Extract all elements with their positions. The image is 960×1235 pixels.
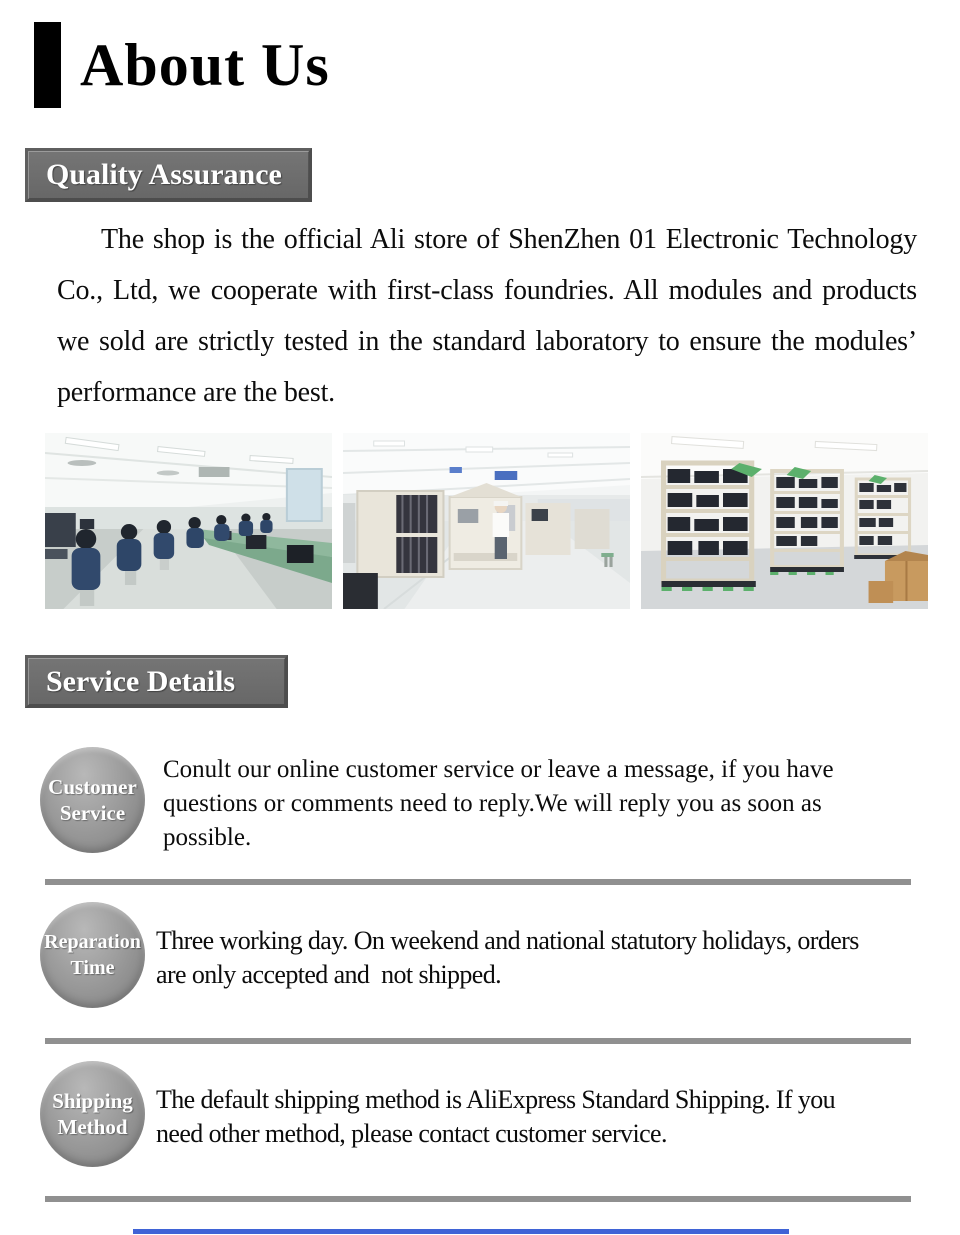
section-divider xyxy=(45,879,911,885)
badge-line: Customer xyxy=(48,775,137,799)
section-divider xyxy=(45,1038,911,1044)
warehouse-illustration xyxy=(641,433,928,609)
service-details-heading xyxy=(25,655,288,708)
reparation-time-badge xyxy=(40,902,145,1008)
bottom-accent-bar xyxy=(133,1229,789,1234)
customer-service-badge xyxy=(40,747,145,853)
title-accent-bar xyxy=(34,22,61,108)
reparation-time-text: Three working day. On weekend and national statutory holidays, orders are only accepted and not shipped. xyxy=(156,926,865,989)
badge-line: Service xyxy=(59,801,126,825)
badge-line: Method xyxy=(57,1115,128,1139)
shipping-method-badge xyxy=(40,1061,145,1167)
assembly-line-photo xyxy=(45,433,332,609)
badge-line: Time xyxy=(70,957,115,979)
factory-photo-strip xyxy=(45,433,928,609)
quality-paragraph: The shop is the official Ali store of ShenZhen 01 Electronic Technology Co., Ltd, we cooperate with first-class foundries. All modules and products we sold are strictly tested in the standard laboratory to ensure the modules’ performance are the best. xyxy=(57,224,917,408)
smt-machine-illustration xyxy=(343,433,630,609)
section-divider xyxy=(45,1196,911,1202)
badge-line: Shipping xyxy=(52,1089,133,1113)
page-title: About Us xyxy=(80,32,330,98)
smt-machine-photo xyxy=(343,433,630,609)
service-details-heading-label: Service Details xyxy=(46,665,236,698)
shipping-method-text: The default shipping method is AliExpress Standard Shipping. If you need other method, please contact customer service. xyxy=(156,1085,841,1148)
customer-service-text: Conult our online customer service or leave a message, if you have questions or comments need to reply.We will reply you as soon as possible. xyxy=(163,756,840,851)
quality-assurance-heading-label: Quality Assurance xyxy=(46,158,282,191)
warehouse-shelves-photo xyxy=(641,433,928,609)
quality-assurance-heading xyxy=(25,148,312,202)
badge-line: Reparation xyxy=(44,931,141,953)
assembly-line-illustration xyxy=(45,433,332,609)
